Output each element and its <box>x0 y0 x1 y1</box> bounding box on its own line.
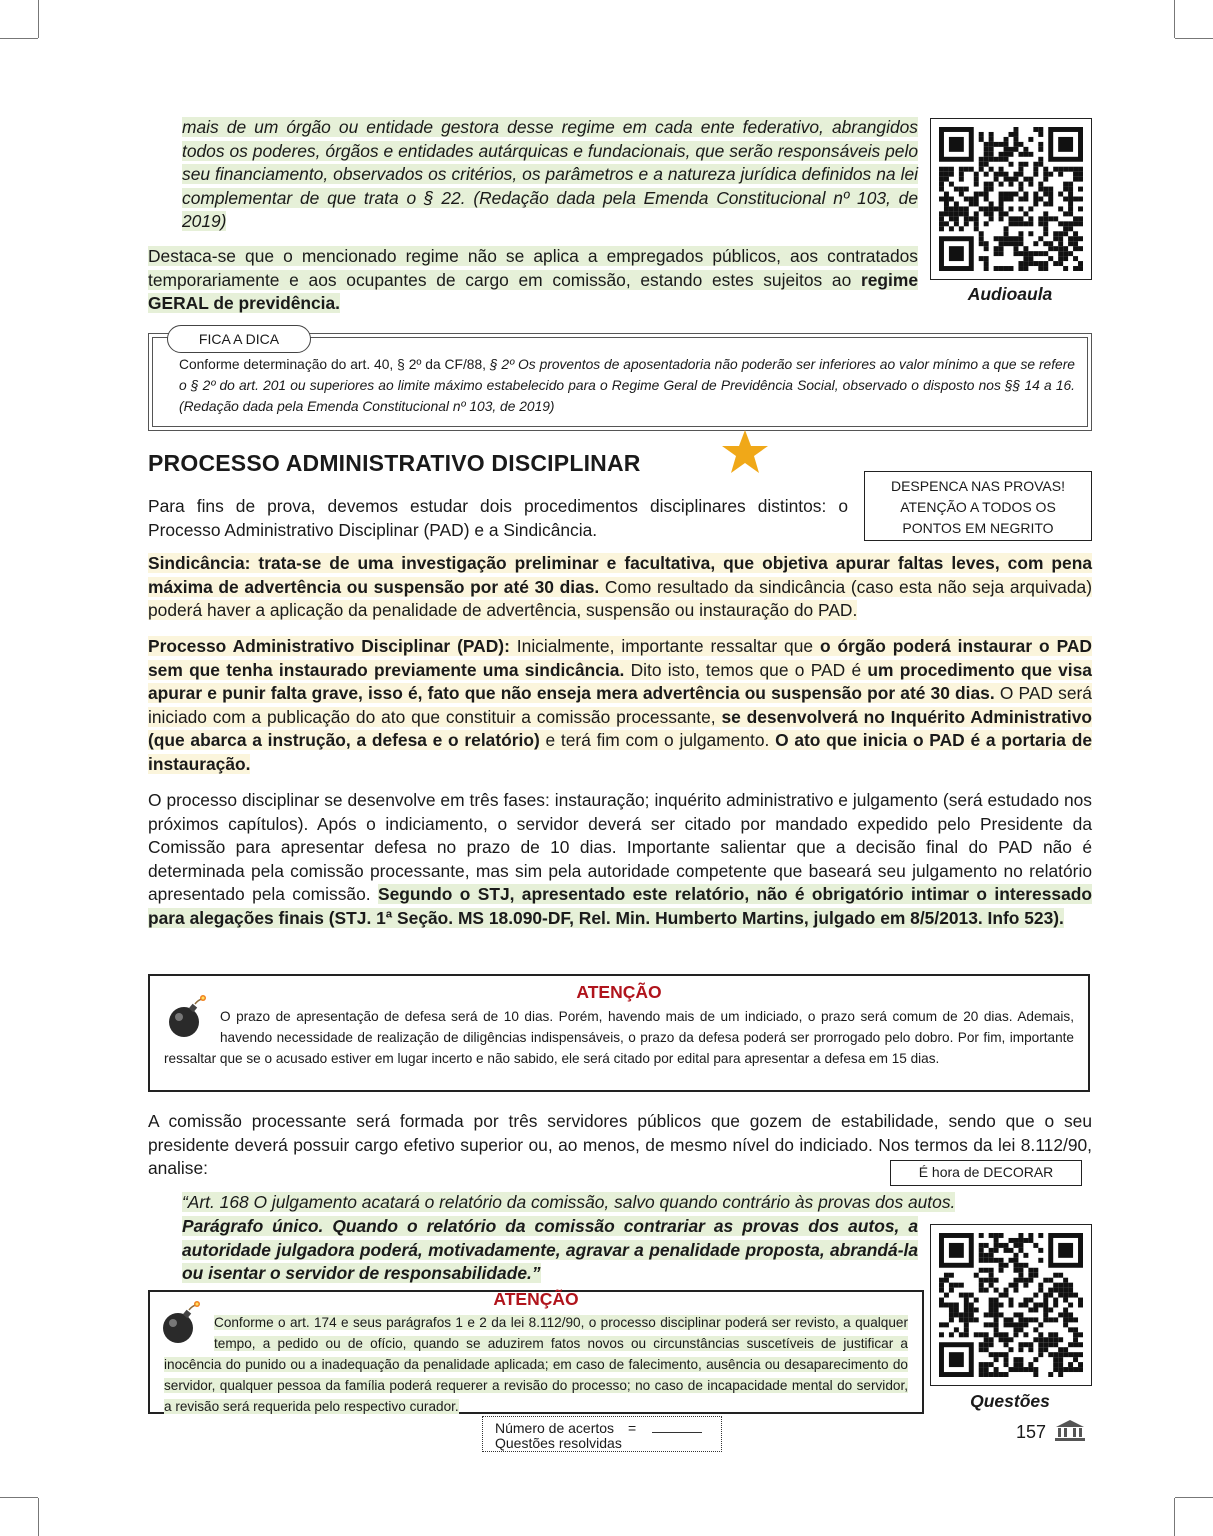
art168-paragrafo: Parágrafo único. Quando o relatório da comissão contrariar as provas dos autos, a autoridade julgadora poderá, motivadamente, agravar a penalidade proposta, abrandá-la ou isentar o servidor de responsabilidade.” <box>182 1216 918 1284</box>
atencao-text-2: Conforme o art. 174 e seus parágrafos 1 e 2 da lei 8.112/90, o processo disciplinar poderá ser revisto, a qualquer tempo, a pedido ou de ofício, quando se aduzirem fatos novos ou circunstâncias suscetíveis de justificar a inocência do punido ou a inadequação da penalidade aplicada; em caso de falecimento, ausência ou desaparecimento do servidor, qualquer pessoa da família poderá requerer a revisão do processo; no caso de incapacidade mental do servidor, a revisão será requerida pelo respectivo curador. <box>164 1315 908 1414</box>
intro-paragraph: Para fins de prova, devemos estudar dois procedimentos disciplinares distintos: o Processo Administrativo Disciplinar (PAD) e a Sindicância. <box>148 496 848 540</box>
crop-mark <box>38 1498 39 1536</box>
pad-paragraph: Processo Administrativo Disciplinar (PAD): Inicialmente, importante ressaltar que o órgão poderá instaurar o PAD sem que tenha instaurado previamente uma sindicância. Dito isto, temos que o PAD é um procedimento que visa apurar e punir falta grave, isso é, fato que não enseja mera advertência ou suspensão por até 30 dias. O PAD será iniciado com a publicação do ato que constituir a comissão processante, se desenvolverá no Inquérito Administrativo (que abarca a instrução, a defesa e o relatório) e terá fim com o julgamento. O ato que inicia o PAD é a portaria de instauração. <box>148 636 1092 774</box>
qr-code-audioaula[interactable] <box>930 118 1092 280</box>
top-quote: mais de um órgão ou entidade gestora desse regime em cada ente federativo, abrangidos todos os poderes, órgãos e entidades autárquicas e fundacionais, que serão responsáveis pelo seu financiamento, observados os critérios, os parâmetros e a natureza jurídica definidos na lei complementar de que trata o § 22. (Redação dada pela Emenda Constitucional nº 103, de 2019) <box>182 117 918 232</box>
temple-icon <box>1054 1418 1086 1442</box>
qr-code-questoes[interactable] <box>930 1224 1092 1386</box>
fases-paragraph: O processo disciplinar se desenvolve em três fases: instauração; inquérito administrativo e julgamento (será estudado nos próximos capítulos). Após o indiciamento, o servidor deverá ser citado por mandado expedido pelo Presidente da Comissão para apresentar defesa no prazo de 10 dias. Importante salientar que a decisão final do PAD não é determinada pela comissão processante, mas sim pela autoridade competente que baseará seu julgamento no relatório apresentado pela comissão. Segundo o STJ, apresentado este relatório, não é obrigatório intimar o interessado para alegações finais (STJ. 1ª Seção. MS 18.090-DF, Rel. Min. Humberto Martins, julgado em 8/5/2013. Info 523). <box>148 790 1092 928</box>
crop-mark <box>1174 0 1175 38</box>
atencao-title-1: ATENÇÃO <box>576 982 662 1002</box>
tip-box <box>148 333 1092 431</box>
tip-tab: FICA A DICA <box>167 325 311 353</box>
callout-box: DESPENCA NAS PROVAS! ATENÇÃO A TODOS OS PONTOS EM NEGRITO <box>864 471 1092 541</box>
art168-quote: “Art. 168 O julgamento acatará o relatório da comissão, salvo quando contrário às provas dos autos. <box>182 1192 956 1212</box>
sindicancia-paragraph: Sindicância: trata-se de uma investigação preliminar e facultativa, que objetiva apurar faltas leves, com pena máxima de advertência ou suspensão por até 30 dias. Como resultado da sindicância (caso esta não seja arquivada) poderá haver a aplicação da penalidade de advertência, suspensão ou instauração do PAD. <box>148 553 1092 621</box>
atencao-title-2: ATENÇÃO <box>493 1289 579 1309</box>
tip-text: Conforme determinação do art. 40, § 2º da CF/88, § 2º Os proventos de aposentadoria não poderão ser inferiores ao valor mínimo a que se refere o § 2º do art. 201 ou superiores ao limite máximo estabelecido para o Regime Geral de Previdência Social, observado o disposto nos §§ 14 a 16. (Redação dada pela Emenda Constitucional nº 103, de 2019) <box>179 357 1075 414</box>
crop-mark <box>1175 38 1213 39</box>
section-heading: PROCESSO ADMINISTRATIVO DISCIPLINAR <box>148 450 641 476</box>
crop-mark <box>1174 1498 1175 1536</box>
qr-caption-audioaula: Audioaula <box>967 284 1053 304</box>
atencao-box-1 <box>148 974 1090 1092</box>
crop-mark <box>0 38 38 39</box>
atencao-box-2 <box>148 1290 924 1414</box>
score-blank[interactable] <box>652 1432 702 1433</box>
qr-code-icon <box>939 127 1083 271</box>
qr-caption-questoes: Questões <box>970 1391 1050 1411</box>
score-box: Número de acertos = Questões resolvidas <box>482 1416 722 1452</box>
comissao-paragraph: A comissão processante será formada por três servidores públicos que gozem de estabilidade, sendo que o seu presidente deverá possuir cargo efetivo superior ou, ao menos, de mesmo nível do indiciado. Nos termos da lei 8.112/90, analise: <box>148 1111 1092 1179</box>
crop-mark <box>38 0 39 38</box>
star-icon <box>720 428 770 476</box>
regime-paragraph: Destaca-se que o mencionado regime não se aplica a empregados públicos, aos contratados temporariamente e aos ocupantes de cargo em comissão, estando estes sujeitos ao regime GERAL de previdência. <box>148 246 918 314</box>
crop-mark <box>1175 1497 1213 1498</box>
qr-code-icon <box>939 1233 1083 1377</box>
crop-mark <box>0 1497 38 1498</box>
atencao-text-1: O prazo de apresentação de defesa será de 10 dias. Porém, havendo mais de um indiciado, o prazo será comum de 20 dias. Ademais, havendo necessidade de realização de diligências indispensáveis, o prazo da defesa poderá ser prorrogado pelo dobro. Por fim, importante ressaltar que se o acusado estiver em lugar incerto e não sabido, ele será citado por edital para apresentar a defesa em 15 dias. <box>164 1009 1074 1066</box>
page-number: 157 <box>1016 1422 1047 1442</box>
decorar-tag: É hora de DECORAR <box>890 1160 1082 1186</box>
